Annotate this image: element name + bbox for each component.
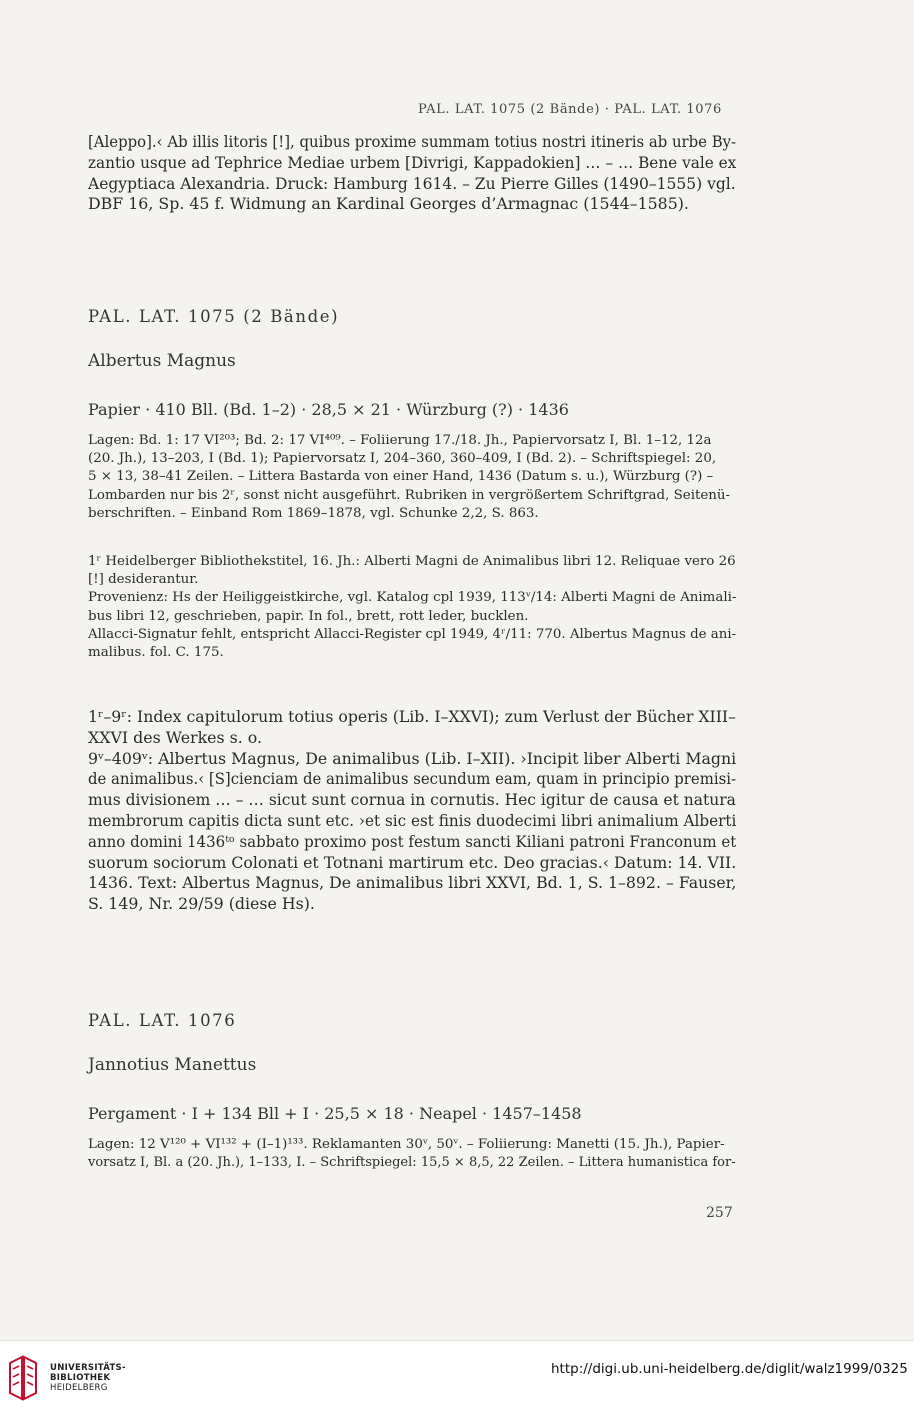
text-line: bus libri 12, geschrieben, papir. In fol., brett, rott leder, bucklen. xyxy=(88,608,529,624)
text-line: DBF 16, Sp. 45 f. Widmung an Kardinal Georges d’Armagnac (1544–1585). xyxy=(88,194,689,214)
entry-author-1075: Albertus Magnus xyxy=(88,351,236,371)
text-line: 1ʳ–9ʳ: Index capitulorum totius operis (Lib. I–XXVI); zum Verlust der Bücher XIII– xyxy=(88,707,736,726)
text-line: (20. Jh.), 13–203, I (Bd. 1); Papiervorsatz I, 204–360, 360–409, I (Bd. 2). – Schriftspiegel: 20, xyxy=(88,451,717,467)
text-line: XXVI des Werkes s. o. xyxy=(88,727,263,747)
text-line: anno domini 1436ᵗᵒ sabbato proximo post festum sancti Kiliani patroni Franconum et xyxy=(88,831,737,851)
description-1076 xyxy=(88,1136,736,1172)
text-line: berschriften. – Einband Rom 1869–1878, vgl. Schunke 2,2, S. 863. xyxy=(88,505,539,521)
text-line: membrorum capitis dicta sunt etc. ›et sic est finis duodecimi libri animalium Alberti xyxy=(88,810,737,830)
text-line: zantio usque ad Tephrice Mediae urbem [Divrigi, Kappadokien] … – … Bene vale ex xyxy=(88,152,737,172)
library-logo-icon xyxy=(8,1355,38,1401)
text-line: 5 × 13, 38–41 Zeilen. – Littera Bastarda von einer Hand, 1436 (Datum s. u.), Würzburg (?) – xyxy=(88,469,714,485)
text-line: suorum sociorum Colonati et Totnani martirum etc. Deo gracias.‹ Datum: 14. VII. xyxy=(88,852,737,872)
text-line: 1ʳ Heidelberger Bibliothekstitel, 16. Jh.: Alberti Magni de Animalibus libri 12. Reliquae vero 26 xyxy=(88,554,736,569)
page-number: 257 xyxy=(706,1205,733,1221)
text-line: 9ᵛ–409ᵛ: Albertus Magnus, De animalibus (Lib. I–XII). ›Incipit liber Alberti Magni xyxy=(88,748,737,768)
entry-heading-1076: PAL. LAT. 1076 xyxy=(88,1011,237,1030)
entry-author-1076: Jannotius Manettus xyxy=(88,1055,257,1075)
text-line: [Aleppo].‹ Ab illis litoris [!], quibus proxime summam totius nostri itineris ab urbe By- xyxy=(88,132,737,151)
entry-meta-1076: Pergament · I + 134 Bll + I · 25,5 × 18 · Neapel · 1457–1458 xyxy=(88,1104,582,1123)
text-line: mus divisionem … – … sicut sunt cornua in cornutis. Hec igitur de causa et natura xyxy=(88,790,736,810)
entry-meta-1075: Papier · 410 Bll. (Bd. 1–2) · 28,5 × 21 · Würzburg (?) · 1436 xyxy=(88,400,569,419)
provenance-1075 xyxy=(88,553,736,662)
contents-1075 xyxy=(88,707,736,915)
running-head: PAL. LAT. 1075 (2 Bände) · PAL. LAT. 1076 xyxy=(418,102,722,117)
entry-heading-1075: PAL. LAT. 1075 (2 Bände) xyxy=(88,307,340,326)
text-line: malibus. fol. C. 175. xyxy=(88,644,224,660)
intro-paragraph xyxy=(88,132,736,215)
library-logo-text xyxy=(50,1363,126,1393)
text-line: Lagen: 12 V¹²⁰ + VI¹³² + (I–1)¹³³. Reklamanten 30ᵛ, 50ᵛ. – Foliierung: Manetti (15. Jh.), Papier- xyxy=(88,1137,725,1152)
text-line: Aegyptiaca Alexandria. Druck: Hamburg 1614. – Zu Pierre Gilles (1490–1555) vgl. xyxy=(88,173,736,193)
text-line: vorsatz I, Bl. a (20. Jh.), 1–133, I. – Schriftspiegel: 15,5 × 8,5, 22 Zeilen. – Littera humanistica for- xyxy=(88,1155,736,1171)
text-line: Lombarden nur bis 2ʳ, sonst nicht ausgeführt. Rubriken in vergrößertem Schriftgrad, Seitenü- xyxy=(88,487,731,503)
text-line: de animalibus.‹ [S]cienciam de animalibus secundum eam, quam in principio premisi- xyxy=(88,769,737,789)
text-line: Lagen: Bd. 1: 17 VI²⁰³; Bd. 2: 17 VI⁴⁰⁹. – Foliierung 17./18. Jh., Papiervorsatz I, Bl. 1–12, 12a xyxy=(88,433,712,448)
viewer-footer xyxy=(0,1340,914,1417)
text-line: 1436. Text: Albertus Magnus, De animalibus libri XXVI, Bd. 1, S. 1–892. – Fauser, xyxy=(88,873,737,893)
text-line: S. 149, Nr. 29/59 (diese Hs). xyxy=(88,894,315,914)
logo-line: BIBLIOTHEK xyxy=(50,1373,111,1383)
logo-line: UNIVERSITÄTS- xyxy=(50,1363,126,1373)
text-line: Provenienz: Hs der Heiliggeistkirche, vgl. Katalog cpl 1939, 113ᵛ/14: Alberti Magni de Animali- xyxy=(88,590,737,606)
text-line: Allacci-Signatur fehlt, entspricht Allacci-Register cpl 1949, 4ʳ/11: 770. Albertus Magnus de ani- xyxy=(88,626,737,642)
permalink-url[interactable]: http://digi.ub.uni-heidelberg.de/diglit/walz1999/0325 xyxy=(551,1361,908,1377)
description-1075 xyxy=(88,432,736,523)
text-line: [!] desiderantur. xyxy=(88,572,199,588)
logo-line: HEIDELBERG xyxy=(50,1383,108,1393)
